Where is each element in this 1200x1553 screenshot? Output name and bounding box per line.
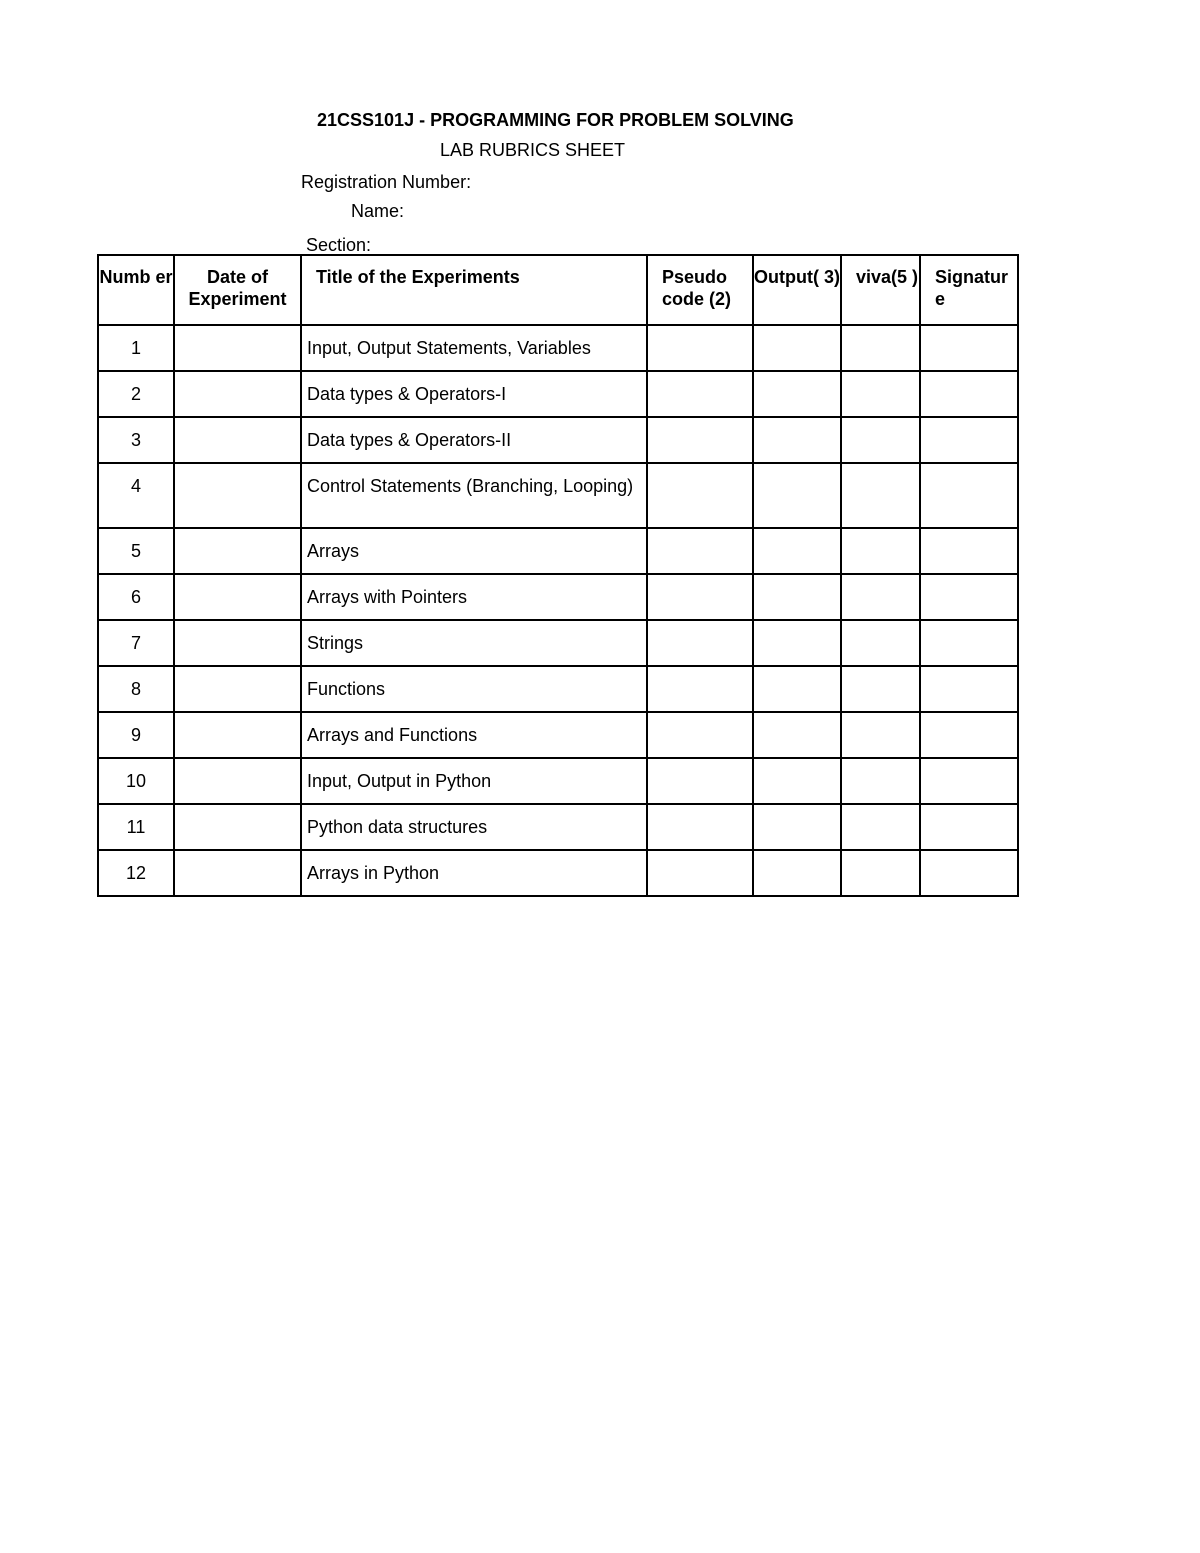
- number-cell: 11: [98, 804, 174, 850]
- table-header-row: [98, 255, 1018, 325]
- experiment-title: Data types & Operators-II: [307, 430, 512, 450]
- table-row: [98, 712, 1018, 758]
- table-row: [98, 371, 1018, 417]
- viva-cell[interactable]: [841, 712, 920, 758]
- viva-cell[interactable]: [841, 620, 920, 666]
- column-header-number: Numb er: [98, 255, 174, 325]
- number-cell: 3: [98, 417, 174, 463]
- experiment-title-cell: [301, 463, 647, 528]
- date-cell[interactable]: [174, 758, 301, 804]
- table-row: [98, 574, 1018, 620]
- number-cell: 4: [98, 463, 174, 528]
- table-row: [98, 325, 1018, 371]
- experiment-title: Arrays in Python: [307, 863, 440, 883]
- number-cell: 12: [98, 850, 174, 896]
- number-cell: 1: [98, 325, 174, 371]
- signature-cell[interactable]: [920, 850, 1018, 896]
- signature-cell[interactable]: [920, 528, 1018, 574]
- output-cell[interactable]: [753, 850, 841, 896]
- signature-cell[interactable]: [920, 666, 1018, 712]
- number-cell: 6: [98, 574, 174, 620]
- pseudo-code-cell[interactable]: [647, 850, 753, 896]
- experiment-title-cell: [301, 620, 647, 666]
- pseudo-code-cell[interactable]: [647, 804, 753, 850]
- column-header-title: Title of the Experiments: [301, 255, 647, 325]
- table-row: [98, 666, 1018, 712]
- document-subtitle: LAB RUBRICS SHEET: [440, 140, 626, 160]
- output-cell[interactable]: [753, 620, 841, 666]
- experiment-title: Arrays with Pointers: [307, 587, 468, 607]
- table-body: [98, 325, 1018, 896]
- output-cell[interactable]: [753, 574, 841, 620]
- viva-cell[interactable]: [841, 666, 920, 712]
- number-cell: 9: [98, 712, 174, 758]
- experiment-title-cell: [301, 804, 647, 850]
- section-label: Section:: [306, 235, 372, 255]
- rubrics-table: [97, 254, 1019, 897]
- viva-cell[interactable]: [841, 325, 920, 371]
- output-cell[interactable]: [753, 463, 841, 528]
- signature-cell[interactable]: [920, 417, 1018, 463]
- number-cell: 8: [98, 666, 174, 712]
- experiment-title: Strings: [307, 633, 364, 653]
- pseudo-code-cell[interactable]: [647, 666, 753, 712]
- signature-cell[interactable]: [920, 574, 1018, 620]
- table-row: [98, 463, 1018, 528]
- number-cell: 7: [98, 620, 174, 666]
- date-cell[interactable]: [174, 325, 301, 371]
- pseudo-code-cell[interactable]: [647, 325, 753, 371]
- signature-cell[interactable]: [920, 325, 1018, 371]
- experiment-title-cell: [301, 850, 647, 896]
- experiment-title: Input, Output Statements, Variables: [307, 338, 591, 358]
- experiment-title: Input, Output in Python: [307, 771, 492, 791]
- column-header-output: Output( 3): [753, 255, 841, 325]
- experiment-title-cell: [301, 712, 647, 758]
- experiment-title-cell: [301, 574, 647, 620]
- number-cell: 5: [98, 528, 174, 574]
- registration-number-label: Registration Number:: [301, 172, 472, 192]
- experiment-title-cell: [301, 325, 647, 371]
- pseudo-code-cell[interactable]: [647, 712, 753, 758]
- pseudo-code-cell[interactable]: [647, 758, 753, 804]
- date-cell[interactable]: [174, 463, 301, 528]
- date-cell[interactable]: [174, 620, 301, 666]
- output-cell[interactable]: [753, 712, 841, 758]
- signature-cell[interactable]: [920, 758, 1018, 804]
- table-row: [98, 804, 1018, 850]
- experiment-title: Functions: [307, 679, 386, 699]
- signature-cell[interactable]: [920, 620, 1018, 666]
- viva-cell[interactable]: [841, 463, 920, 528]
- experiment-title-cell: [301, 758, 647, 804]
- output-cell[interactable]: [753, 325, 841, 371]
- pseudo-code-cell[interactable]: [647, 463, 753, 528]
- viva-cell[interactable]: [841, 804, 920, 850]
- output-cell[interactable]: [753, 371, 841, 417]
- pseudo-code-cell[interactable]: [647, 620, 753, 666]
- number-cell: 2: [98, 371, 174, 417]
- experiment-title: Arrays: [307, 541, 360, 561]
- viva-cell[interactable]: [841, 528, 920, 574]
- experiment-title: Data types & Operators-I: [307, 384, 507, 404]
- table-row: [98, 417, 1018, 463]
- date-cell[interactable]: [174, 417, 301, 463]
- pseudo-code-cell[interactable]: [647, 371, 753, 417]
- experiment-title-cell: [301, 528, 647, 574]
- date-cell[interactable]: [174, 528, 301, 574]
- table-row: [98, 850, 1018, 896]
- output-cell[interactable]: [753, 417, 841, 463]
- pseudo-code-cell[interactable]: [647, 574, 753, 620]
- viva-cell[interactable]: [841, 371, 920, 417]
- table-row: [98, 620, 1018, 666]
- experiment-title: Control Statements (Branching, Looping): [307, 476, 634, 496]
- date-cell[interactable]: [174, 371, 301, 417]
- number-cell: 10: [98, 758, 174, 804]
- viva-cell[interactable]: [841, 850, 920, 896]
- output-cell[interactable]: [753, 666, 841, 712]
- date-cell[interactable]: [174, 666, 301, 712]
- signature-cell[interactable]: [920, 371, 1018, 417]
- output-cell[interactable]: [753, 528, 841, 574]
- table-row: [98, 528, 1018, 574]
- experiment-title-cell: [301, 417, 647, 463]
- experiment-title: Python data structures: [307, 817, 488, 837]
- table-row: [98, 758, 1018, 804]
- date-cell[interactable]: [174, 712, 301, 758]
- date-cell[interactable]: [174, 574, 301, 620]
- signature-cell[interactable]: [920, 712, 1018, 758]
- output-cell[interactable]: [753, 804, 841, 850]
- date-cell[interactable]: [174, 850, 301, 896]
- column-header-pseudo-code: Pseudo code (2): [647, 255, 753, 325]
- experiment-title: Arrays and Functions: [307, 725, 478, 745]
- pseudo-code-cell[interactable]: [647, 528, 753, 574]
- viva-cell[interactable]: [841, 758, 920, 804]
- experiment-title-cell: [301, 666, 647, 712]
- signature-cell[interactable]: [920, 804, 1018, 850]
- column-header-date: Date of Experiment: [174, 255, 301, 325]
- column-header-viva: viva(5 ): [841, 255, 920, 325]
- viva-cell[interactable]: [841, 574, 920, 620]
- experiment-title-cell: [301, 371, 647, 417]
- name-label: Name:: [351, 201, 405, 221]
- viva-cell[interactable]: [841, 417, 920, 463]
- column-header-signature: Signatur e: [920, 255, 1018, 325]
- output-cell[interactable]: [753, 758, 841, 804]
- document-title: 21CSS101J - PROGRAMMING FOR PROBLEM SOLVING: [317, 110, 794, 130]
- pseudo-code-cell[interactable]: [647, 417, 753, 463]
- date-cell[interactable]: [174, 804, 301, 850]
- signature-cell[interactable]: [920, 463, 1018, 528]
